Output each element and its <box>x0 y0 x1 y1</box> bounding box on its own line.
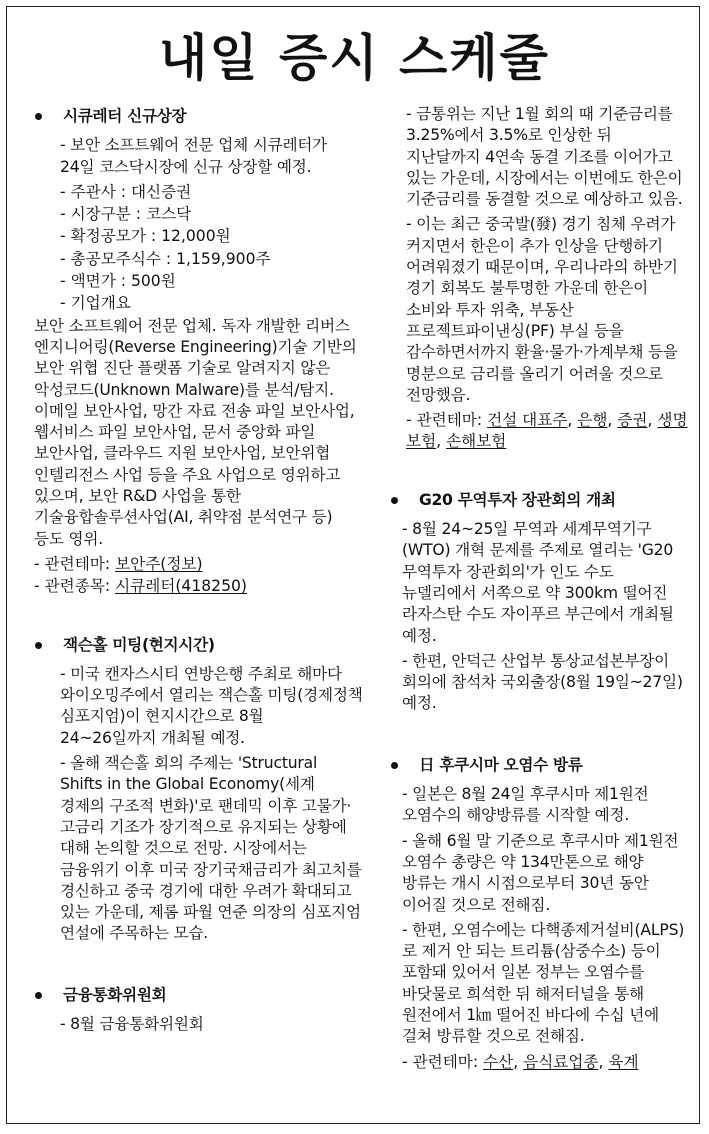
fukushima-p3: - 한편, 오염수에는 다핵종제거설비(ALPS)로 제거 안 되는 트리튬(삼중수소) 등이 포함돼 있어서 일본 정부는 오염수를 바닷물로 희석한 뒤 해저터널을 통해 원전에서 1㎞ 떨어진 바다에 수십 년에 걸쳐 방류할 것으로 전해짐. <box>402 920 685 1046</box>
bullet-icon <box>35 113 42 120</box>
section-heading-jackson-hole: 잭슨홀 미팅(현지시간) <box>28 635 364 656</box>
bullet-icon <box>35 992 42 999</box>
seculetter-intro: - 보안 소프트웨어 전문 업체 시큐레터가 24일 코스닥시장에 신규 상장할 예정. <box>60 136 328 176</box>
jackson-hole-p1: - 미국 캔자스시티 연방은행 주최로 해마다 와이오밍주에서 열리는 잭슨홀 미팅(경제정책 심포지엄)이 현지시간으로 8월 24~26일까지 개최될 예정. <box>60 664 363 747</box>
fukushima-p1: - 일본은 8월 24일 후쿠시마 제1원전 오염수의 해양방류를 시작할 예정. <box>402 785 649 825</box>
theme-link[interactable]: 보안주(정보) <box>115 554 203 573</box>
list-item: - 액면가 : 500원 <box>60 272 176 291</box>
related-theme: - 관련테마: 보안주(정보) <box>34 554 203 573</box>
company-overview: 보안 소프트웨어 전문 업체. 독자 개발한 리버스 엔지니어링(Reverse Engineering)기술 기반의 보안 위협 진단 플랫폼 기술로 알려지지 않은 악성코드(Unknown Malware)를 분석/탐지. 이메일 보안사업, 망간 자료 전송 파일 보안사업, 웹서비스 파일 보안사업, 문서 중앙화 파일 보안사업, 클라우드 지원 보안사업, 보안위협 인텔리전스 사업 등을 주요 사업으로 영위하고 있으며, 보안 R&D 사업을 통한 기술융합솔루션사업(AI, 취약점 분석연구 등) 등도 영위. <box>34 316 357 548</box>
list-item: - 시장구분 : 코스닥 <box>60 205 192 224</box>
list-item: - 주관사 : 대신증권 <box>60 182 192 201</box>
list-item: - 총공모주식수 : 1,159,900주 <box>60 249 271 268</box>
bullet-icon <box>35 642 42 649</box>
page-title: 내일 증시 스케줄 <box>159 29 550 87</box>
section-heading-g20: G20 무역투자 장관회의 개최 <box>384 490 688 511</box>
section-heading-seculetter: 시큐레터 신규상장 <box>28 106 364 127</box>
g20-p2: - 한편, 안덕근 산업부 통상교섭본부장이 회의에 참석차 국외출장(8월 19일~27일) 예정. <box>402 651 683 713</box>
list-item: - 기업개요 <box>60 294 131 313</box>
monetary-committee-p1: - 8월 금융통화위원회 <box>60 1014 204 1033</box>
bullet-icon <box>391 497 398 504</box>
list-item: - 확정공모가 : 12,000원 <box>60 227 231 246</box>
related-theme: - 관련테마: 수산, 음식료업종, 육계 <box>402 1052 639 1071</box>
bullet-icon <box>391 762 398 769</box>
theme-link[interactable]: 생명보험 <box>406 411 688 451</box>
section-heading-monetary-committee: 금융통화위원회 <box>28 985 364 1006</box>
theme-link[interactable]: 증권 <box>617 411 648 430</box>
g20-p1: - 8월 24~25일 무역과 세계무역기구(WTO) 개혁 문제를 주제로 열리는 'G20 무역투자 장관회의'가 인도 수도 뉴델리에서 서쪽으로 약 300km 떨어진 라자스탄 수도 자이푸르 부근에서 개최될 예정. <box>402 520 674 645</box>
theme-link[interactable]: 손해보험 <box>446 432 507 451</box>
fukushima-p2: - 올해 6월 말 기준으로 후쿠시마 제1원전 오염수 총량은 약 134만톤으로 해양 방류는 개시 시점으로부터 30년 동안 이어질 것으로 전해짐. <box>402 831 679 914</box>
theme-link[interactable]: 육계 <box>608 1052 639 1071</box>
theme-link[interactable]: 은행 <box>577 411 608 430</box>
theme-link[interactable]: 건설 대표주 <box>487 411 568 430</box>
monetary-p2: - 금통위는 지난 1월 회의 때 기준금리를 3.25%에서 3.5%로 인상한 뒤 지난달까지 4연속 동결 기조를 이어가고 있는 가운데, 시장에서는 이번에도 한은이 기준금리를 동결할 것으로 예상하고 있음. <box>406 105 683 209</box>
theme-link[interactable]: 수산 <box>483 1052 514 1071</box>
right-column <box>396 104 688 1074</box>
monetary-p3: - 이는 최근 중국발(發) 경기 침체 우려가 커지면서 한은이 추가 인상을 단행하기 어려워졌기 때문이며, 우리나라의 하반기 경기 회복도 불투명한 가운데 한은이 소비와 투자 위축, 부동산 프로젝트파이낸싱(PF) 부실 등을 감수하면서까지 환율·물가·가계부채 등을 명분으로 금리를 올리기 어려울 것으로 전망했음. <box>406 215 678 404</box>
section-heading-fukushima: 日 후쿠시마 오염수 방류 <box>384 755 688 776</box>
jackson-hole-p2: - 올해 잭슨홀 회의 주제는 'Structural Shifts in the Global Economy(세계 경제의 구조적 변화)'로 팬데믹 이후 고물가·고금리 기조가 장기적으로 유지되는 상황에 대해 논의할 것으로 전망. 시장에서는 금융위기 이후 미국 장기국채금리가 최고치를 경신하고 중국 경기에 대한 우려가 확대되고 있는 가운데, 제롬 파월 연준 의장의 심포지엄 연설에 주목하는 모습. <box>60 754 362 943</box>
related-theme: - 관련테마: 건설 대표주, 은행, 증권, 생명보험, 손해보험 <box>406 411 688 451</box>
stock-link[interactable]: 시큐레터(418250) <box>115 577 248 596</box>
related-stock: - 관련종목: 시큐레터(418250) <box>34 577 248 596</box>
theme-link[interactable]: 음식료업종 <box>523 1052 599 1071</box>
left-column <box>28 98 364 1039</box>
